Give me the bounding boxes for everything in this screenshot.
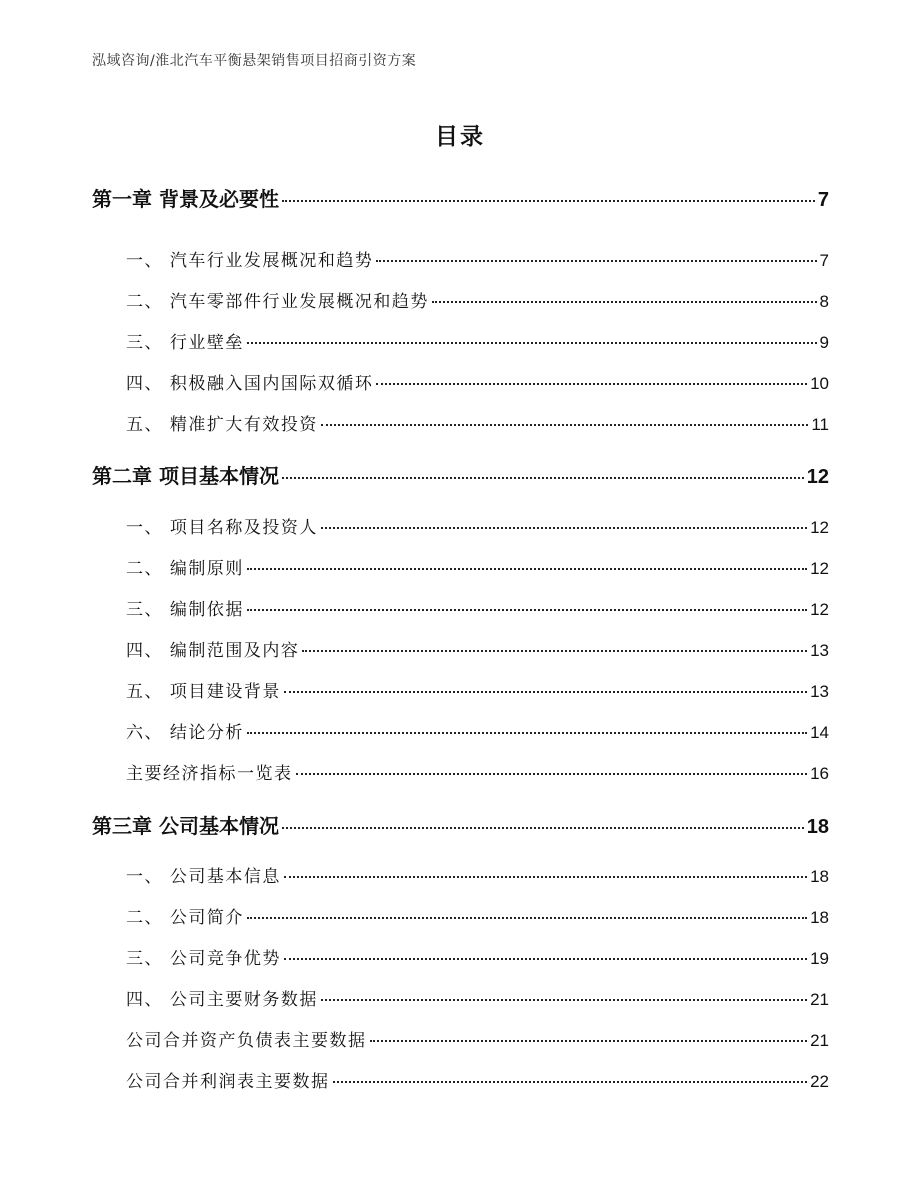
- toc-entry-section[interactable]: [126, 554, 829, 579]
- toc-entry-page: 14: [810, 723, 829, 742]
- toc-entry-page: 19: [810, 949, 829, 968]
- dot-leader: [370, 1040, 808, 1042]
- toc-entry-label: 第三章 公司基本情况: [92, 814, 279, 838]
- toc-entry-page: 18: [806, 816, 829, 838]
- toc-entry-page: 21: [810, 990, 829, 1009]
- toc-entry-section[interactable]: [126, 903, 829, 928]
- dot-leader: [432, 301, 817, 303]
- toc-title: 目录: [435, 124, 485, 150]
- dot-leader: [282, 477, 804, 479]
- toc-entry-page: 8: [819, 292, 829, 311]
- dot-leader: [376, 383, 807, 385]
- toc-entry-page: 18: [810, 867, 829, 886]
- dot-leader: [284, 958, 807, 960]
- toc-entry-section[interactable]: [126, 287, 829, 312]
- toc-entry-page: 7: [819, 251, 829, 270]
- toc-entry-page: 12: [810, 559, 829, 578]
- toc-entry-page: 13: [810, 641, 829, 660]
- toc-entry-label: 第二章 项目基本情况: [92, 464, 279, 488]
- toc-entry-label: 四、 公司主要财务数据: [126, 990, 318, 1010]
- toc-entry-label: 第一章 背景及必要性: [92, 187, 279, 211]
- toc-entry-label: 三、 编制依据: [126, 600, 244, 620]
- toc-entry-page: 18: [810, 908, 829, 927]
- toc-entry-section[interactable]: [126, 246, 829, 271]
- toc-entry-section[interactable]: [126, 513, 829, 538]
- toc-entry-label: 六、 结论分析: [126, 723, 244, 743]
- toc-entry-label: 二、 汽车零部件行业发展概况和趋势: [126, 292, 429, 312]
- dot-leader: [247, 917, 807, 919]
- toc-entry-page: 16: [810, 764, 829, 783]
- dot-leader: [284, 691, 807, 693]
- toc-entry-section[interactable]: [126, 985, 829, 1010]
- toc-entry-page: 11: [811, 415, 829, 434]
- dot-leader: [321, 999, 807, 1001]
- toc-entry-label: 五、 精准扩大有效投资: [126, 415, 318, 435]
- toc-entry-section[interactable]: [126, 636, 829, 661]
- toc-entry-page: 13: [810, 682, 829, 701]
- toc-entry-section[interactable]: [126, 944, 829, 969]
- toc-entry-label: 二、 编制原则: [126, 559, 244, 579]
- toc-entry-section[interactable]: [126, 369, 829, 394]
- dot-leader: [247, 609, 807, 611]
- dot-leader: [282, 200, 815, 202]
- toc-entry-section[interactable]: [126, 677, 829, 702]
- toc-entry-label: 三、 公司竞争优势: [126, 949, 281, 969]
- toc-entry-page: 7: [817, 189, 829, 211]
- toc-entry-section[interactable]: [126, 595, 829, 620]
- toc-entry-label: 一、 汽车行业发展概况和趋势: [126, 251, 374, 271]
- toc-entry-section[interactable]: [126, 862, 829, 887]
- toc-entry-label: 主要经济指标一览表: [126, 764, 293, 784]
- toc-entry-chapter-2[interactable]: [92, 460, 829, 489]
- toc-entry-chapter-1[interactable]: [92, 183, 829, 212]
- toc-entry-section[interactable]: [126, 410, 829, 435]
- toc-entry-label: 五、 项目建设背景: [126, 682, 281, 702]
- dot-leader: [247, 342, 817, 344]
- toc-entry-label: 一、 项目名称及投资人: [126, 518, 318, 538]
- toc-entry-label: 四、 编制范围及内容: [126, 641, 300, 661]
- dot-leader: [333, 1081, 808, 1083]
- toc-entry-label: 四、 积极融入国内国际双循环: [126, 374, 374, 394]
- dot-leader: [302, 650, 807, 652]
- dot-leader: [321, 424, 808, 426]
- toc-entry-chapter-3[interactable]: [92, 810, 829, 839]
- running-header: 泓域咨询/淮北汽车平衡悬架销售项目招商引资方案: [92, 53, 417, 69]
- dot-leader: [247, 732, 807, 734]
- toc-entry-page: 9: [819, 333, 829, 352]
- dot-leader: [296, 773, 808, 775]
- toc-entry-page: 21: [810, 1031, 829, 1050]
- toc-entry-page: 12: [806, 466, 829, 488]
- toc-entry-label: 一、 公司基本信息: [126, 867, 281, 887]
- dot-leader: [376, 260, 816, 262]
- toc-entry-section[interactable]: [126, 718, 829, 743]
- dot-leader: [321, 527, 807, 529]
- toc-entry-page: 12: [810, 518, 829, 537]
- toc-entry-label: 三、 行业壁垒: [126, 333, 244, 353]
- toc-entry-section[interactable]: [126, 328, 829, 353]
- dot-leader: [247, 568, 807, 570]
- toc-entry-section[interactable]: [126, 1067, 829, 1092]
- toc-entry-section[interactable]: [126, 759, 829, 784]
- dot-leader: [284, 876, 807, 878]
- toc-entry-page: 10: [810, 374, 829, 393]
- toc-entry-page: 22: [810, 1072, 829, 1091]
- dot-leader: [282, 827, 804, 829]
- toc-entry-section[interactable]: [126, 1026, 829, 1051]
- toc-entry-label: 公司合并资产负债表主要数据: [126, 1031, 367, 1051]
- toc-entry-page: 12: [810, 600, 829, 619]
- toc-entry-label: 公司合并利润表主要数据: [126, 1072, 330, 1092]
- toc-entry-label: 二、 公司简介: [126, 908, 244, 928]
